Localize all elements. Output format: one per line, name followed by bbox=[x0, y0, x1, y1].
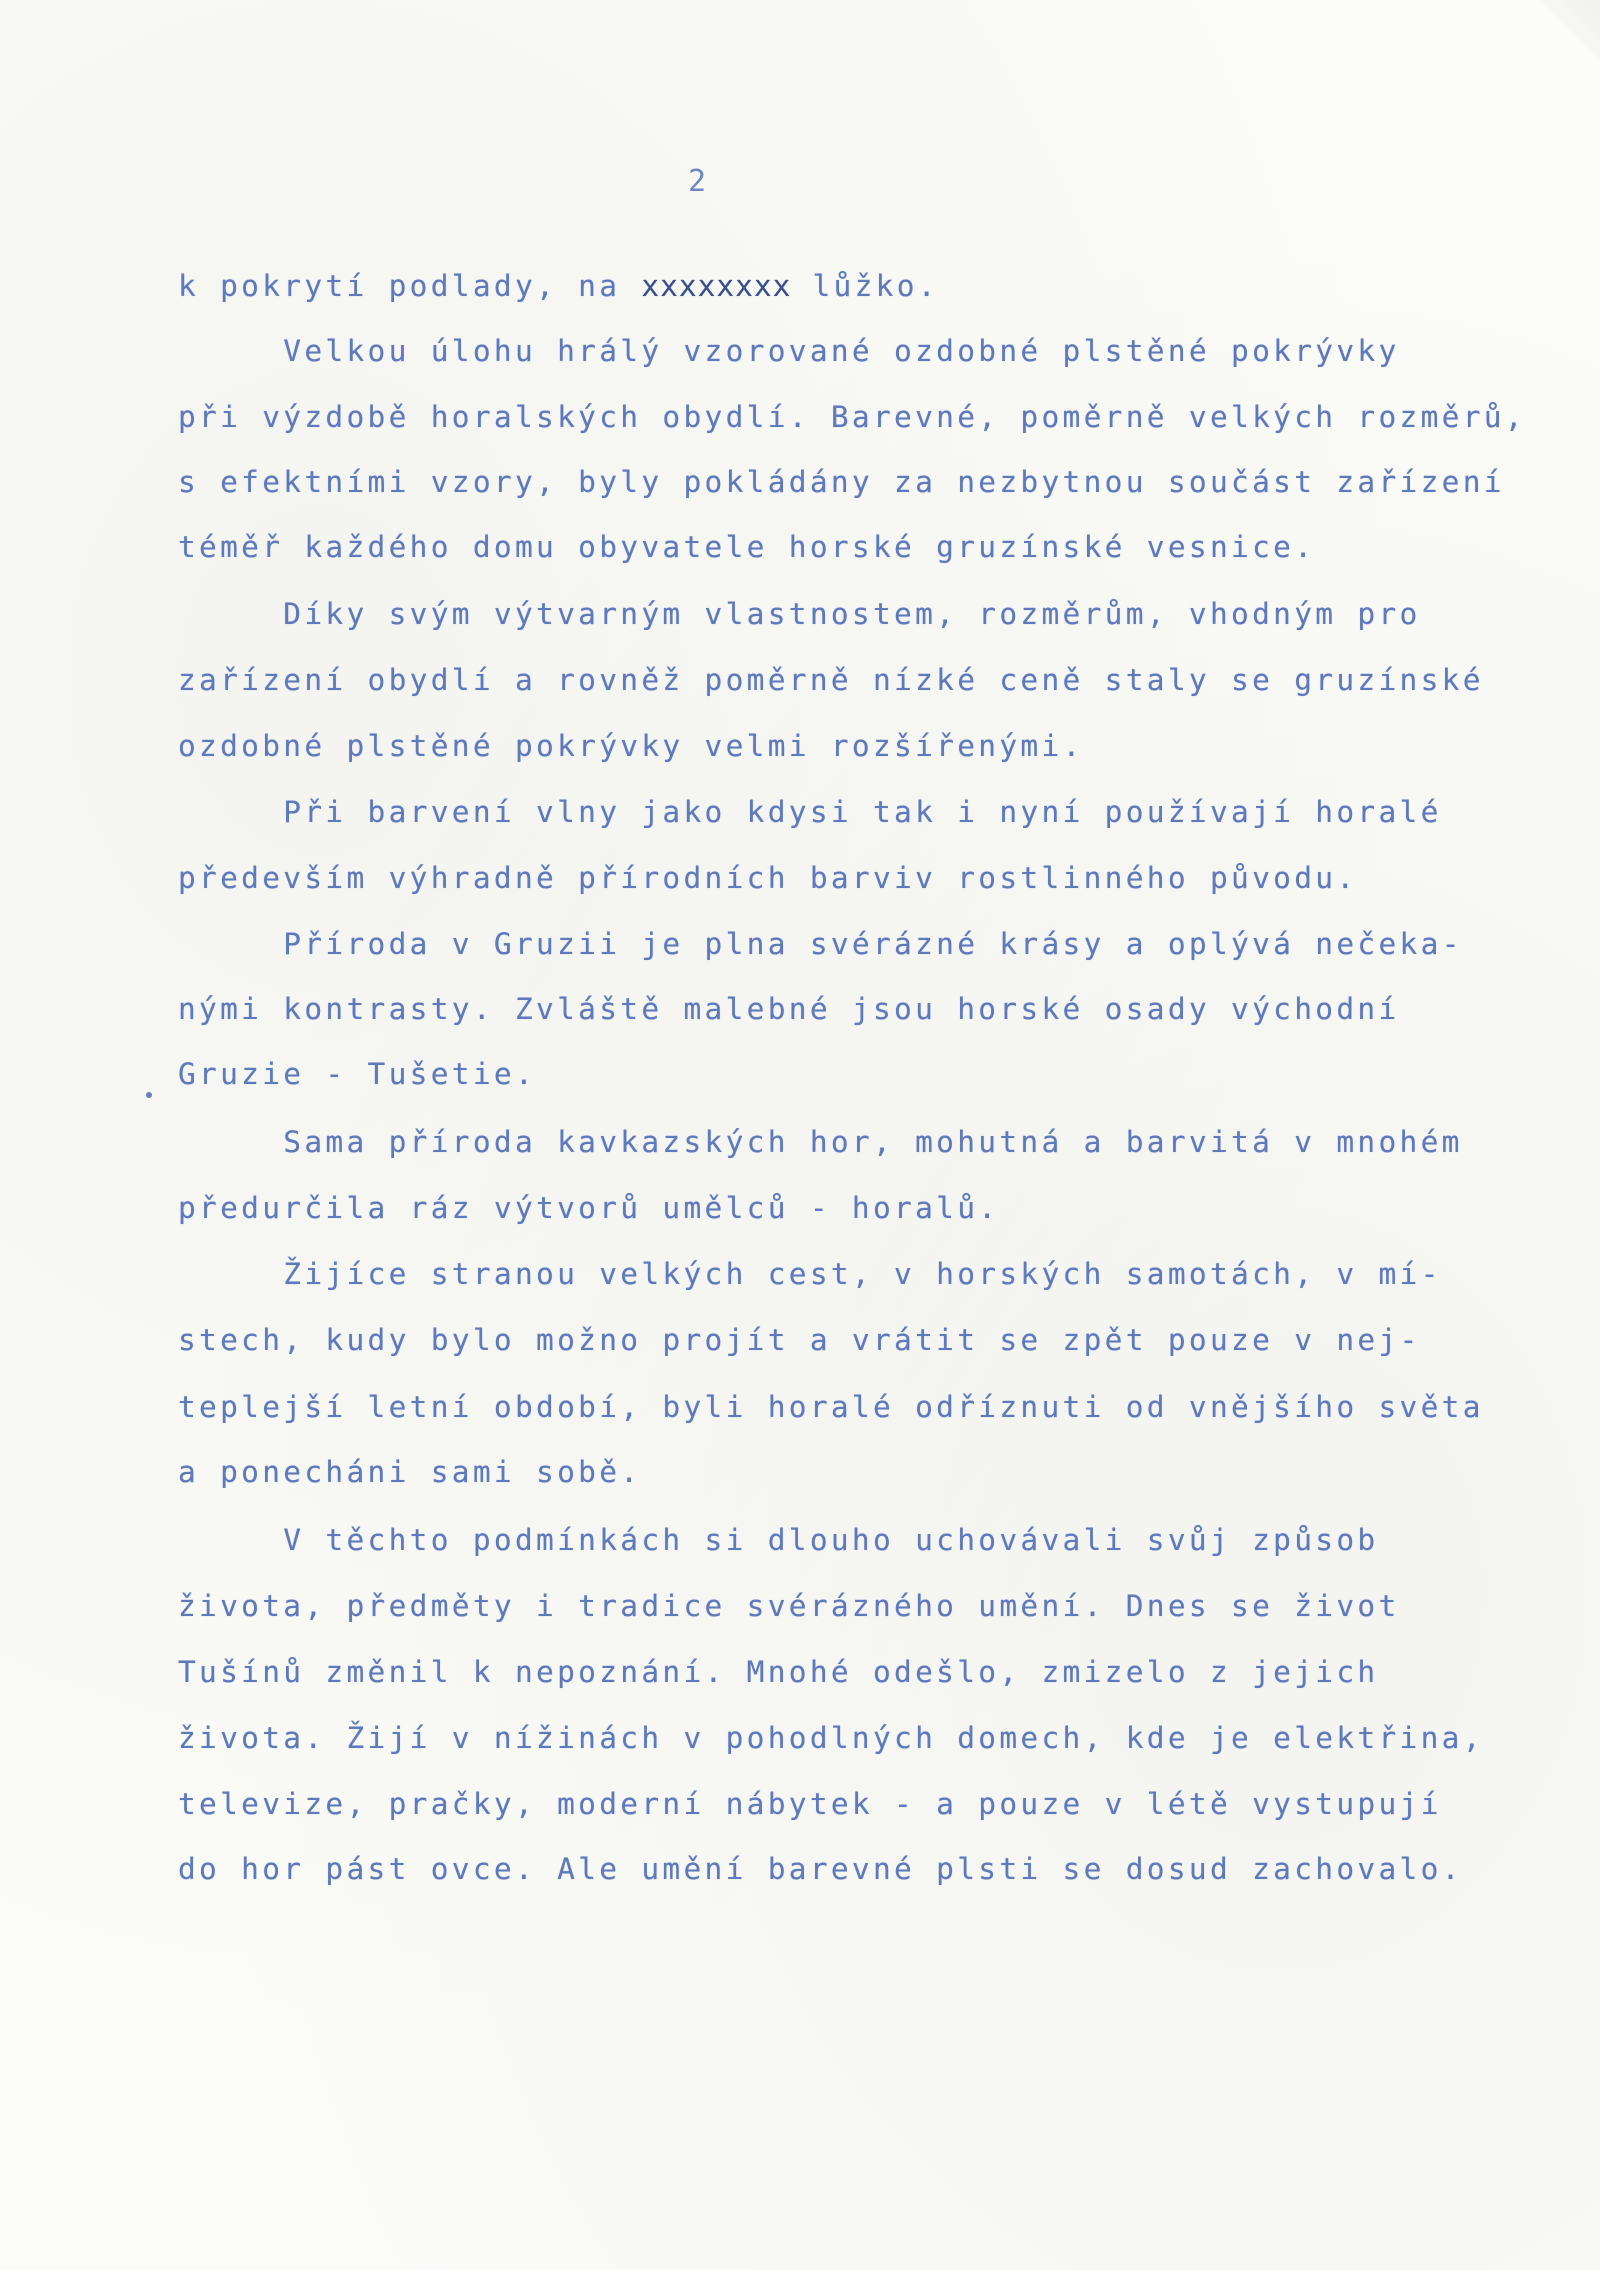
text-line-11: Příroda v Gruzii je plna svérázné krásy a oplývá nečeka- bbox=[178, 927, 1463, 961]
line-1-text-after: lůžko. bbox=[791, 269, 939, 303]
text-line-25: do hor pást ovce. Ale umění barevné plsti se dosud zachovalo. bbox=[178, 1852, 1463, 1886]
text-line-2: Velkou úlohu hrálý vzorované ozdobné plstěné pokrývky bbox=[178, 334, 1400, 368]
text-line-10: především výhradně přírodních barviv rostlinného původu. bbox=[178, 861, 1358, 895]
folded-corner bbox=[1530, 0, 1600, 60]
text-line-20: V těchto podmínkách si dlouho uchovávali svůj způsob bbox=[178, 1523, 1379, 1557]
page-number: 2 bbox=[688, 164, 709, 199]
line-1-text-before: k pokrytí podlady, na bbox=[178, 269, 642, 303]
text-line-15: předurčila ráz výtvorů umělců - horalů. bbox=[178, 1191, 1000, 1225]
text-line-8: ozdobné plstěné pokrývky velmi rozšířenými. bbox=[178, 729, 1084, 763]
text-line-9: Při barvení vlny jako kdysi tak i nyní používají horalé bbox=[178, 795, 1442, 829]
text-line-1 bbox=[178, 269, 939, 303]
text-line-17: stech, kudy bylo možno projít a vrátit se zpět pouze v nej- bbox=[178, 1323, 1421, 1357]
text-line-3: při výzdobě horalských obydlí. Barevné, poměrně velkých rozměrů, bbox=[178, 400, 1526, 434]
text-line-13: Gruzie - Tušetie. bbox=[178, 1057, 537, 1091]
text-line-14: Sama příroda kavkazských hor, mohutná a barvitá v mnohém bbox=[178, 1125, 1463, 1159]
text-line-12: nými kontrasty. Zvláště malebné jsou horské osady východní bbox=[178, 992, 1400, 1026]
text-line-6: Díky svým výtvarným vlastnostem, rozměrům, vhodným pro bbox=[178, 597, 1421, 631]
text-line-4: s efektními vzory, byly pokládány za nezbytnou součást zařízení bbox=[178, 465, 1505, 499]
text-line-16: Žijíce stranou velkých cest, v horských samotách, v mí- bbox=[178, 1257, 1442, 1291]
text-line-24: televize, pračky, moderní nábytek - a pouze v létě vystupují bbox=[178, 1787, 1442, 1821]
text-line-7: zařízení obydlí a rovněž poměrně nízké ceně staly se gruzínské bbox=[178, 663, 1484, 697]
text-line-19: a ponecháni sami sobě. bbox=[178, 1455, 642, 1489]
text-line-22: Tušínů změnil k nepoznání. Mnohé odešlo, zmizelo z jejich bbox=[178, 1655, 1379, 1689]
text-line-5: téměř každého domu obyvatele horské gruzínské vesnice. bbox=[178, 530, 1316, 564]
text-line-23: života. Žijí v nížinách v pohodlných domech, kde je elektřina, bbox=[178, 1721, 1484, 1755]
text-line-21: života, předměty i tradice svérázného umění. Dnes se život bbox=[178, 1589, 1400, 1623]
struck-out-word: xxxxxxxx bbox=[641, 269, 792, 303]
ink-speck bbox=[146, 1092, 152, 1098]
text-line-18: teplejší letní období, byli horalé odříznuti od vnějšího světa bbox=[178, 1390, 1484, 1424]
